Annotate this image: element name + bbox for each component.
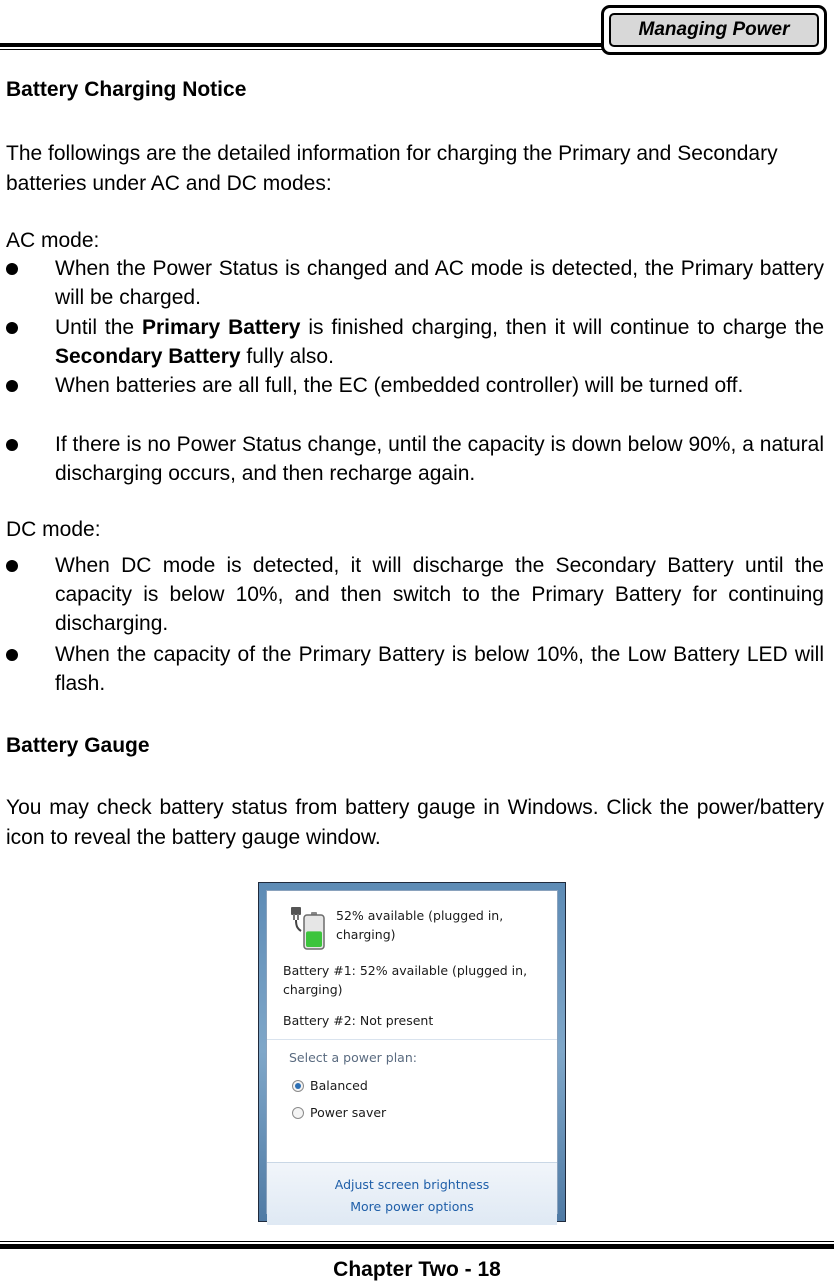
ac-bullet-2-text: Until the Primary Battery is finished charging, then it will continue to charge the Secondary Battery fully also. bbox=[55, 316, 824, 368]
dc-mode-label: DC mode: bbox=[6, 518, 101, 541]
power-plan-label: Select a power plan: bbox=[289, 1050, 417, 1065]
header-rule bbox=[0, 43, 605, 47]
bullet-dot bbox=[6, 649, 18, 661]
gauge-links-area bbox=[267, 1162, 557, 1225]
intro-paragraph: The followings are the detailed information for charging the Primary and Secondary batteries under AC and DC modes: bbox=[6, 142, 778, 195]
radio-power-saver[interactable] bbox=[292, 1107, 304, 1119]
ac-bullet-3 bbox=[6, 371, 824, 400]
ac-bullet-1-text: When the Power Status is changed and AC mode is detected, the Primary battery will be charged. bbox=[55, 257, 824, 309]
ac-bullet-1 bbox=[6, 254, 824, 312]
plan-power-saver-label[interactable]: Power saver bbox=[310, 1105, 387, 1120]
bullet-dot bbox=[6, 380, 18, 392]
ac-bullet-2 bbox=[6, 313, 824, 371]
battery2-status: Battery #2: Not present bbox=[283, 1013, 434, 1028]
radio-balanced[interactable] bbox=[292, 1080, 304, 1092]
footer-rule bbox=[0, 1244, 834, 1249]
secondary-battery-bold: Secondary Battery bbox=[55, 345, 241, 368]
section-tab-label: Managing Power bbox=[609, 13, 819, 47]
dc-bullet-1-text: When DC mode is detected, it will discharge the Secondary Battery until the capacity is below 10%, and then switch to the Primary Battery for continuing discharging. bbox=[55, 554, 824, 635]
plugged-battery-icon bbox=[289, 905, 327, 951]
gauge-paragraph: You may check battery status from battery gauge in Windows. Click the power/battery icon to reveal the battery gauge window. bbox=[6, 796, 824, 849]
bullet-dot bbox=[6, 439, 18, 451]
dc-bullet-2 bbox=[6, 640, 824, 698]
battery-gauge-screenshot bbox=[258, 882, 566, 1222]
battery1-line-1: Battery #1: 52% available (plugged in, bbox=[283, 963, 528, 978]
ac-mode-label: AC mode: bbox=[6, 229, 100, 252]
heading-charging-notice: Battery Charging Notice bbox=[6, 78, 247, 101]
ac-bullet-4 bbox=[6, 430, 824, 488]
primary-battery-bold: Primary Battery bbox=[141, 316, 301, 339]
plan-balanced-label[interactable]: Balanced bbox=[310, 1078, 368, 1093]
bullet-dot bbox=[6, 560, 18, 572]
bullet-dot bbox=[6, 322, 18, 334]
header-rule-thin bbox=[0, 49, 605, 50]
battery-charge-fill bbox=[306, 931, 322, 947]
battery-gauge-window bbox=[266, 890, 558, 1214]
section-tab bbox=[601, 5, 827, 55]
ac-bullet-4-text: If there is no Power Status change, until the capacity is down below 90%, a natural discharging occurs, and then recharge again. bbox=[55, 433, 824, 485]
heading-battery-gauge: Battery Gauge bbox=[6, 734, 150, 757]
summary-line-1: 52% available (plugged in, bbox=[336, 908, 504, 923]
bullet-dot bbox=[6, 263, 18, 275]
adjust-brightness-link[interactable]: Adjust screen brightness bbox=[334, 1177, 490, 1192]
dc-bullet-1 bbox=[6, 551, 824, 638]
more-power-options-link[interactable]: More power options bbox=[350, 1199, 474, 1214]
footer-rule-thin bbox=[0, 1241, 834, 1242]
battery1-line-2: charging) bbox=[283, 982, 343, 997]
gauge-divider bbox=[267, 1039, 557, 1040]
dc-bullet-2-text: When the capacity of the Primary Battery is below 10%, the Low Battery LED will flash. bbox=[55, 643, 824, 695]
ac-bullet-3-text: When batteries are all full, the EC (embedded controller) will be turned off. bbox=[55, 374, 744, 397]
summary-line-2: charging) bbox=[336, 927, 396, 942]
page-number: Chapter Two - 18 bbox=[333, 1258, 501, 1281]
